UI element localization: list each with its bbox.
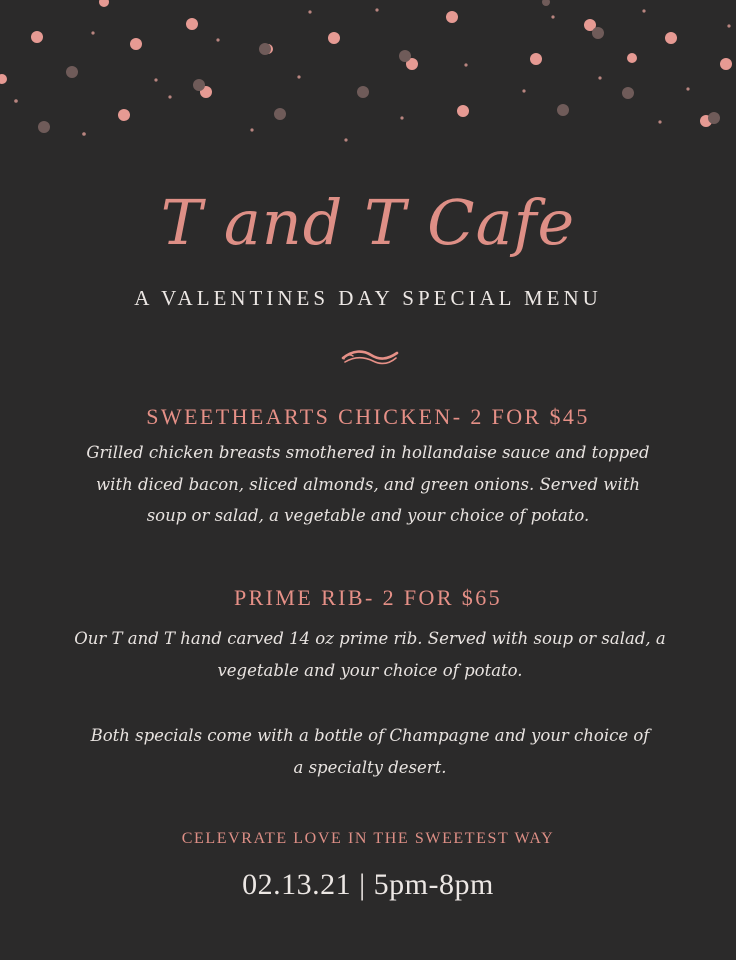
confetti-dots-decoration xyxy=(0,0,736,160)
menu-item-title: PRIME RIB- 2 FOR $65 xyxy=(233,585,503,610)
menu-subtitle: A VALENTINES DAY SPECIAL MENU xyxy=(134,286,602,310)
specials-note: Both specials come with a bottle of Champagne and your choice of a specialty desert. xyxy=(90,726,650,777)
menu-item-description: Grilled chicken breasts smothered in hollandaise sauce and topped with diced bacon, sliced almonds, and green onions. Served with soup or salad, a vegetable and your choice of potato. xyxy=(86,443,650,525)
tagline: CELEVRATE LOVE IN THE SWEETEST WAY xyxy=(181,830,555,847)
menu-item-title: SWEETHEARTS CHICKEN- 2 FOR $45 xyxy=(146,404,590,429)
swirl-flourish-icon xyxy=(341,346,399,368)
menu-item-description: Our T and T hand carved 14 oz prime rib. Served with soup or salad, a vegetable and your choice of potato. xyxy=(74,629,666,680)
cafe-name-title: T and T Cafe xyxy=(160,186,576,259)
event-date-time: 02.13.21 | 5pm-8pm xyxy=(242,868,494,901)
